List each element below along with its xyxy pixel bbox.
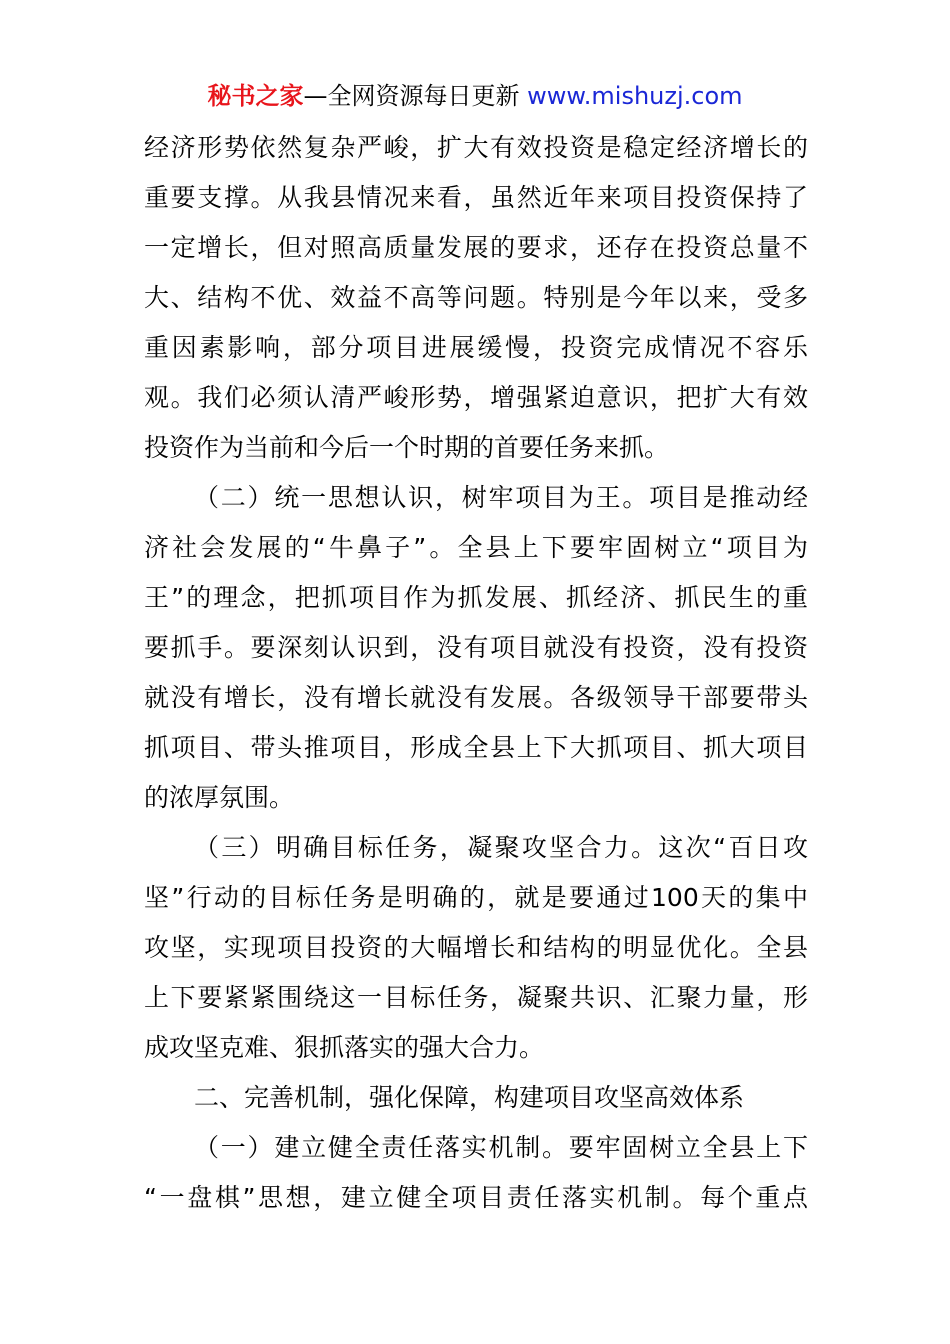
text-line: 大、结构不优、效益不高等问题。特别是今年以来，受多 [144, 283, 808, 312]
text-line: “一盘棋”思想，建立健全项目责任落实机制。每个重点 [144, 1183, 808, 1212]
text-line: （一）建立健全责任落实机制。要牢固树立全县上下 [194, 1133, 808, 1162]
text-line: 抓项目、带头推项目，形成全县上下大抓项目、抓大项目 [144, 733, 808, 762]
site-brand: 秘书之家 [207, 82, 304, 110]
text-line: （二）统一思想认识，树牢项目为王。项目是推动经 [194, 483, 808, 512]
site-url: www.mishuzj.com [527, 82, 743, 110]
site-header [0, 78, 950, 114]
text-line: 经济形势依然复杂严峻，扩大有效投资是稳定经济增长的 [144, 133, 808, 162]
text-line: 重因素影响，部分项目进展缓慢，投资完成情况不容乐 [144, 333, 808, 362]
text-line: 投资作为当前和今后一个时期的首要任务来抓。 [144, 433, 670, 462]
text-line: 一定增长，但对照高质量发展的要求，还存在投资总量不 [144, 233, 808, 262]
text-line: 的浓厚氛围。 [144, 783, 295, 812]
heading-part-two [144, 1073, 808, 1123]
text-line: 上下要紧紧围绕这一目标任务，凝聚共识、汇聚力量，形 [144, 983, 808, 1012]
site-tagline: —全网资源每日更新 [303, 82, 520, 110]
text-line: （三）明确目标任务，凝聚攻坚合力。这次“百日攻 [194, 833, 808, 862]
text-line: 就没有增长，没有增长就没有发展。各级领导干部要带头 [144, 683, 808, 712]
text-line: 观。我们必须认清严峻形势，增强紧迫意识，把扩大有效 [144, 383, 808, 412]
paragraph-responsibility [144, 1123, 808, 1223]
text-line: 重要支撑。从我县情况来看，虽然近年来项目投资保持了 [144, 183, 808, 212]
paragraph-section-2 [144, 473, 808, 823]
document-body [144, 123, 808, 1223]
text-line: 王”的理念，把抓项目作为抓发展、抓经济、抓民生的重 [144, 583, 808, 612]
paragraph-economy [144, 123, 808, 473]
text-line: 攻坚，实现项目投资的大幅增长和结构的明显优化。全县 [144, 933, 808, 962]
text-line: 要抓手。要深刻认识到，没有项目就没有投资，没有投资 [144, 633, 808, 662]
text-line: 成攻坚克难、狠抓落实的强大合力。 [144, 1033, 545, 1062]
paragraph-section-3 [144, 823, 808, 1073]
section-heading: 二、完善机制，强化保障，构建项目攻坚高效体系 [194, 1083, 745, 1112]
text-line: 坚”行动的目标任务是明确的，就是要通过100天的集中 [144, 883, 808, 912]
text-line: 济社会发展的“牛鼻子”。全县上下要牢固树立“项目为 [144, 533, 808, 562]
